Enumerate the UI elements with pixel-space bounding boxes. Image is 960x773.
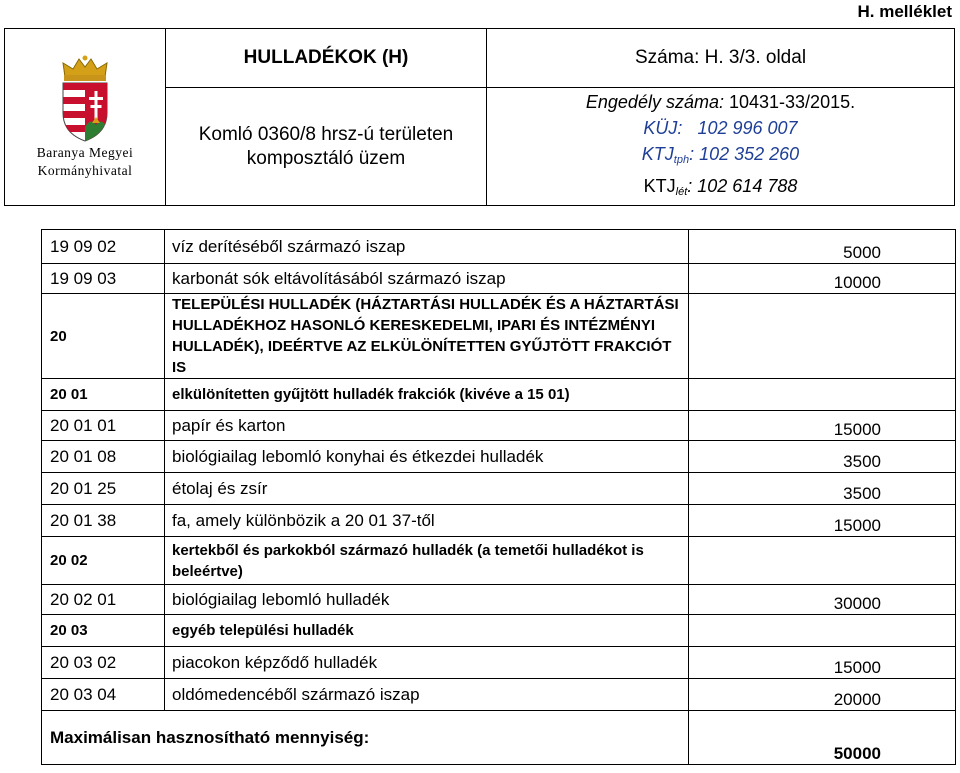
waste-quantity xyxy=(689,537,956,585)
waste-quantity: 15000 xyxy=(689,411,956,441)
waste-code: 20 03 xyxy=(42,615,165,647)
kuj-label: KÜJ: xyxy=(643,117,683,138)
total-qty: 50000 xyxy=(689,711,956,765)
waste-code: 20 03 04 xyxy=(42,679,165,711)
ktj-tph-sub: tph xyxy=(673,153,690,166)
table-row xyxy=(42,679,956,711)
table-row xyxy=(42,264,956,294)
table-row xyxy=(42,615,956,647)
waste-quantity: 5000 xyxy=(689,230,956,264)
ktj-tph-value: : 102 352 260 xyxy=(689,143,800,164)
waste-quantity: 20000 xyxy=(689,679,956,711)
waste-quantity: 10000 xyxy=(689,264,956,294)
table-row xyxy=(42,647,956,679)
waste-description: piacokon képződő hulladék xyxy=(165,647,689,679)
table-row xyxy=(42,379,956,411)
org-name-line1: Baranya Megyei xyxy=(36,145,134,160)
annex-label: H. melléklet xyxy=(857,2,952,21)
waste-description: fa, amely különbözik a 20 01 37-től xyxy=(165,505,689,537)
waste-quantity: 15000 xyxy=(689,505,956,537)
waste-description: egyéb települési hulladék xyxy=(165,615,689,647)
waste-description: TELEPÜLÉSI HULLADÉK (HÁZTARTÁSI HULLADÉK ÉS A HÁZTARTÁSI HULLADÉKHOZ HASONLÓ KERESKEDELMI, IPARI ÉS INTÉZMÉNYI HULLADÉK), IDEÉRTVE AZ ELKÜLÖNÍTETTEN GYŰJTÖTT FRAKCIÓT IS xyxy=(165,294,689,379)
waste-quantity: 30000 xyxy=(689,585,956,615)
table-row xyxy=(42,473,956,505)
hungarian-coat-of-arms-icon xyxy=(55,55,115,143)
waste-code: 20 01 xyxy=(42,379,165,411)
waste-code: 20 xyxy=(42,294,165,379)
table-row xyxy=(42,585,956,615)
ktj-tph-label: KTJ xyxy=(641,143,674,164)
waste-quantity: 3500 xyxy=(689,441,956,473)
permit-number-line xyxy=(487,89,954,115)
waste-code: 20 03 02 xyxy=(42,647,165,679)
waste-quantity: 15000 xyxy=(689,647,956,679)
waste-code: 19 09 02 xyxy=(42,230,165,264)
waste-code: 20 02 xyxy=(42,537,165,585)
permit-info xyxy=(487,88,955,206)
waste-quantity xyxy=(689,379,956,411)
waste-code: 20 01 08 xyxy=(42,441,165,473)
total-label: Maximálisan hasznosítható mennyiség: xyxy=(42,711,689,765)
ktj-let-value: : 102 614 788 xyxy=(687,175,798,196)
waste-quantity xyxy=(689,615,956,647)
org-name-line2: Kormányhivatal xyxy=(37,163,133,178)
table-row xyxy=(42,230,956,264)
waste-description: étolaj és zsír xyxy=(165,473,689,505)
waste-code: 20 01 25 xyxy=(42,473,165,505)
waste-quantity xyxy=(689,294,956,379)
waste-description: papír és karton xyxy=(165,411,689,441)
waste-code: 20 01 38 xyxy=(42,505,165,537)
kuj-line xyxy=(487,115,954,141)
waste-code: 20 01 01 xyxy=(42,411,165,441)
waste-code: 20 02 01 xyxy=(42,585,165,615)
table-row xyxy=(42,505,956,537)
permit-number: 10431-33/2015. xyxy=(728,91,856,112)
waste-description: kertekből és parkokból származó hulladék (a temetői hulladékot is beleértve) xyxy=(165,537,689,585)
document-title: HULLADÉKOK (H) xyxy=(166,29,487,88)
ktj-tph-line xyxy=(487,141,954,173)
government-office-logo xyxy=(5,55,165,179)
waste-description: biológiailag lebomló hulladék xyxy=(165,585,689,615)
table-row xyxy=(42,441,956,473)
logo-cell xyxy=(5,29,166,206)
table-row xyxy=(42,411,956,441)
waste-quantity: 3500 xyxy=(689,473,956,505)
waste-description: víz derítéséből származó iszap xyxy=(165,230,689,264)
table-row xyxy=(42,537,956,585)
ktj-let-line xyxy=(487,173,954,205)
waste-description: karbonát sók eltávolításából származó iszap xyxy=(165,264,689,294)
page-number: Száma: H. 3/3. oldal xyxy=(487,29,955,88)
document-header xyxy=(4,28,955,206)
kuj-value: 102 996 007 xyxy=(697,117,798,138)
ktj-let-sub: lét xyxy=(675,185,688,198)
total-row xyxy=(42,711,956,765)
facility-name: Komló 0360/8 hrsz-ú területen komposztáló üzem xyxy=(166,88,487,206)
waste-description: oldómedencéből származó iszap xyxy=(165,679,689,711)
ktj-let-label: KTJ xyxy=(643,175,676,196)
waste-description: biológiailag lebomló konyhai és étkezdei hulladék xyxy=(165,441,689,473)
waste-code: 19 09 03 xyxy=(42,264,165,294)
waste-description: elkülönítetten gyűjtött hulladék frakciók (kivéve a 15 01) xyxy=(165,379,689,411)
permit-label: Engedély száma: xyxy=(585,91,724,112)
table-row xyxy=(42,294,956,379)
waste-table xyxy=(41,229,956,765)
